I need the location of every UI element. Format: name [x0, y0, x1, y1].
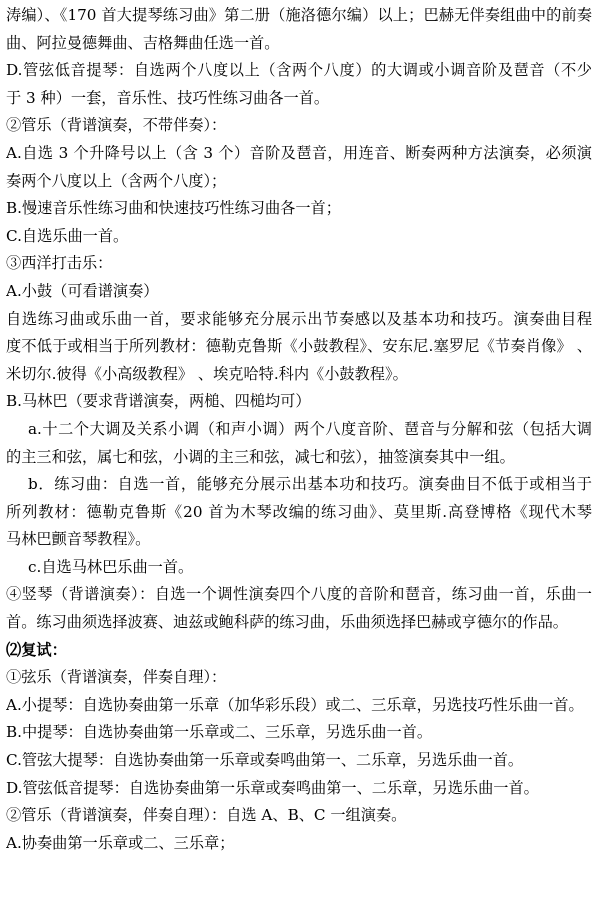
- text-line: a.十二个大调及关系小调（和声小调）两个八度音阶、琶音与分解和弦（包括大调: [28, 419, 592, 438]
- text-line: c.自选马林巴乐曲一首。: [28, 557, 194, 576]
- text-line: 米切尔.彼得《小高级教程》 、埃克哈特.科内《小鼓教程》。: [6, 364, 408, 383]
- text-line: A.协奏曲第一乐章或二、三乐章；: [6, 833, 235, 852]
- text-line: 度不低于或相当于所列教材：德勒克鲁斯《小鼓教程》、安东尼.塞罗尼《节奏肖像》 、: [6, 337, 592, 356]
- text-line: ②管乐（背谱演奏，伴奏自理）：自选 A、B、C 一组演奏。: [6, 806, 407, 825]
- text-line: ①弦乐（背谱演奏，伴奏自理）：: [6, 668, 227, 687]
- text-line: ④竖琴（背谱演奏）：自选一个调性演奏四个八度的音阶和琶音，练习曲一首，乐曲一: [6, 585, 592, 604]
- text-line: C.管弦大提琴：自选协奏曲第一乐章或奏鸣曲第一、二乐章，另选乐曲一首。: [6, 751, 524, 770]
- text-line: 于 3 种）一套，音乐性、技巧性练习曲各一首。: [6, 88, 330, 107]
- text-line: B.慢速音乐性练习曲和快速技巧性练习曲各一首；: [6, 199, 341, 218]
- text-line: D.管弦低音提琴：自选两个八度以上（含两个八度）的大调或小调音阶及琶音（不少: [6, 61, 592, 80]
- text-line: 曲、阿拉曼德舞曲、吉格舞曲任选一首。: [6, 33, 280, 52]
- text-line: 首。练习曲须选择波赛、迪兹或鲍科萨的练习曲，乐曲须选择巴赫或亨德尔的作品。: [6, 613, 568, 632]
- text-line: B.马林巴（要求背谱演奏，两槌、四槌均可）: [6, 392, 311, 411]
- text-line: 涛编）、《170 首大提琴练习曲》第二册（施洛德尔编）以上；巴赫无伴奏组曲中的前奏: [6, 6, 592, 24]
- text-line: 的主三和弦，属七和弦，小调的主三和弦，减七和弦），抽签演奏其中一组。: [6, 447, 515, 466]
- text-line: A.小提琴：自选协奏曲第一乐章（加华彩乐段）或二、三乐章，另选技巧性乐曲一首。: [6, 695, 584, 714]
- text-line: ③西洋打击乐：: [6, 254, 113, 273]
- section-heading: ⑵复试：: [6, 640, 67, 659]
- text-line: ②管乐（背谱演奏，不带伴奏）：: [6, 116, 227, 135]
- text-line: C.自选乐曲一首。: [6, 226, 129, 245]
- text-line: 马林巴颤音琴教程》。: [6, 530, 151, 549]
- text-line: A.小鼓（可看谱演奏）: [6, 281, 159, 300]
- text-line: 奏两个八度以上（含两个八度）；: [6, 171, 227, 190]
- text-line: b．练习曲：自选一首，能够充分展示出基本功和技巧。演奏曲目不低于或相当于: [28, 475, 592, 494]
- text-line: B.中提琴：自选协奏曲第一乐章或二、三乐章，另选乐曲一首。: [6, 723, 433, 742]
- text-line: A.自选 3 个升降号以上（含 3 个）音阶及琶音，用连音、断奏两种方法演奏，必须演: [6, 143, 592, 162]
- text-line: 所列教材：德勒克鲁斯《20 首为木琴改编的练习曲》、莫里斯.高登博格《现代木琴: [6, 502, 592, 521]
- text-line: 自选练习曲或乐曲一首，要求能够充分展示出节奏感以及基本功和技巧。演奏曲目程: [6, 309, 592, 328]
- text-line: D.管弦低音提琴：自选协奏曲第一乐章或奏鸣曲第一、二乐章，另选乐曲一首。: [6, 778, 539, 797]
